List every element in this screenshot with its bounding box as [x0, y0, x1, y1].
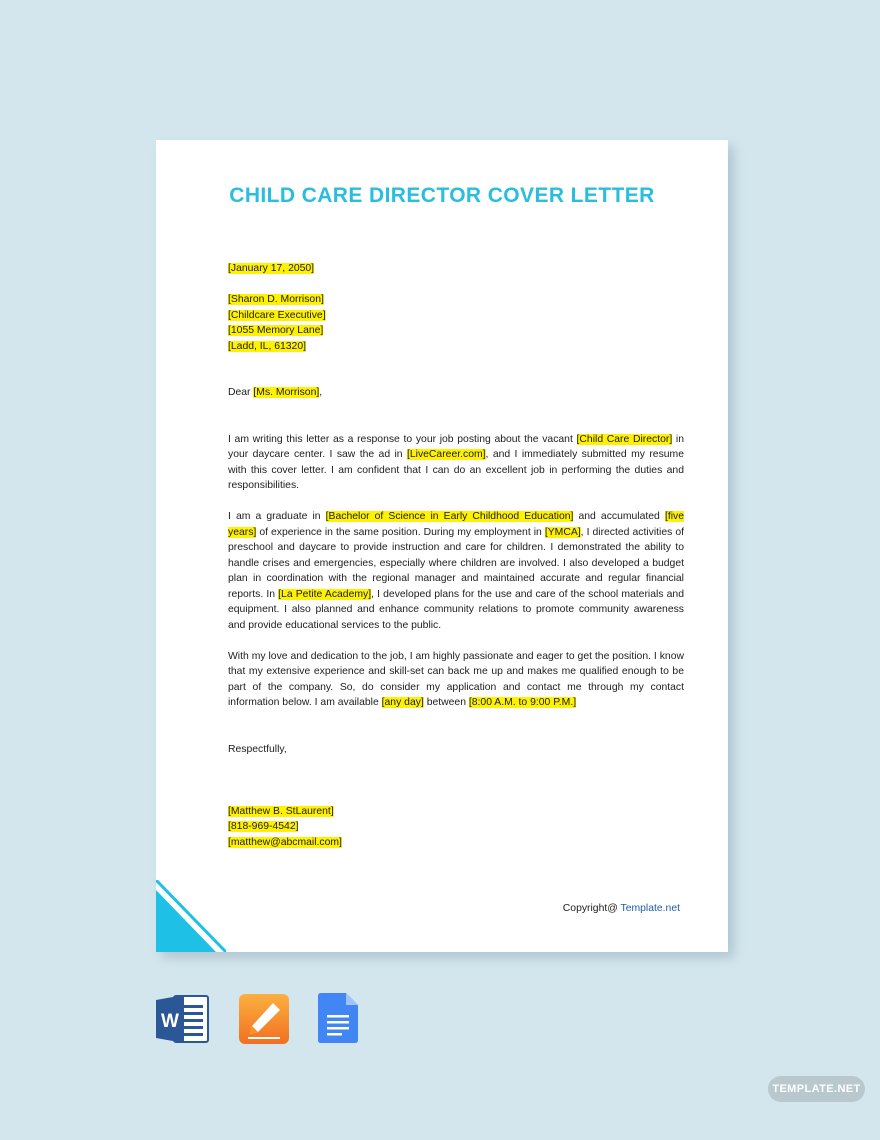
paragraph-text: in your daycare center. I saw the ad in	[228, 433, 684, 460]
recipient-title: [Childcare Executive]	[228, 309, 326, 321]
corner-accent-decoration	[156, 880, 226, 952]
paragraph-text: and accumulated	[573, 511, 665, 522]
paragraph-text: , and I immediately submitted my resume with this cover letter. I am confident that I can do an excellent job in performing the duties and responsibilities.	[228, 449, 684, 491]
paragraph-text: I am a graduate in	[228, 511, 326, 522]
spacer	[228, 494, 684, 510]
sender-name-line	[228, 804, 684, 820]
recipient-name: [Sharon D. Morrison]	[228, 294, 324, 305]
corner-accent-triangle	[156, 890, 216, 952]
date-placeholder: [January 17, 2050]	[228, 263, 315, 274]
recipient-city: [Ladd, IL, 61320]	[228, 340, 306, 352]
spacer	[228, 788, 684, 804]
recipient-street: [1055 Memory Lane]	[228, 325, 324, 336]
school-placeholder: [La Petite Academy]	[278, 588, 372, 600]
ad-source-placeholder: [LiveCareer.com]	[406, 449, 486, 460]
spacer	[228, 401, 684, 432]
spacer	[228, 354, 684, 385]
recipient-title-line	[228, 308, 684, 324]
word-letter: W	[161, 1011, 179, 1032]
paragraph-text: , I developed plans for the use and care of the school materials and equipment. I also planned and enhance community relations to promote community awareness and provide educational services to the public.	[228, 588, 684, 631]
copyright-notice	[563, 903, 680, 914]
salutation-prefix: Dear	[228, 387, 254, 398]
sender-email-line	[228, 835, 684, 851]
closing: Respectfully,	[228, 743, 287, 755]
document-title: CHILD CARE DIRECTOR COVER LETTER	[229, 184, 655, 207]
google-docs-icon[interactable]	[318, 993, 358, 1048]
employer-placeholder: [YMCA]	[544, 526, 581, 538]
copyright-brand: Template.net	[620, 903, 680, 914]
hours-placeholder: [8:00 A.M. to 9:00 P.M.]	[468, 697, 577, 708]
paragraph-text: With my love and dedication to the job, I am highly passionate and eager to get the position. I know that my extensive experience and skill-set can back me up and makes me qualified enough to be part of the company. So, do consider my application and contact me through my contact information below. I am available	[228, 650, 684, 708]
salutation-suffix: ,	[319, 387, 323, 398]
paragraph-3	[228, 649, 684, 711]
pages-icon[interactable]	[239, 994, 289, 1049]
recipient-name-line	[228, 292, 684, 308]
spacer	[228, 711, 684, 742]
sender-phone: [818-969-4542]	[228, 821, 299, 832]
copyright-prefix: Copyright@	[562, 903, 621, 914]
recipient-city-line	[228, 339, 684, 355]
recipient-street-line	[228, 323, 684, 339]
cover-letter-page	[156, 140, 728, 952]
degree-placeholder: [Bachelor of Science in Early Childhood Education]	[325, 511, 574, 522]
paragraph-2	[228, 509, 684, 633]
word-icon[interactable]	[156, 994, 210, 1049]
template-net-watermark: TEMPLATE.NET	[768, 1076, 865, 1102]
salutation	[228, 385, 684, 401]
paragraph-text: I am writing this letter as a response to your job posting about the vacant	[228, 433, 577, 445]
letter-body	[228, 261, 684, 850]
spacer	[228, 277, 684, 293]
date-line	[228, 261, 684, 277]
paragraph-text: between	[423, 697, 469, 708]
experience-placeholder: [five years]	[228, 511, 684, 538]
position-placeholder: [Child Care Director]	[576, 433, 673, 445]
spacer	[228, 633, 684, 649]
paragraph-1	[228, 432, 684, 494]
spacer	[228, 757, 684, 788]
sender-email: [matthew@abcmail.com]	[228, 836, 342, 848]
paragraph-text: of experience in the same position. During my employment in	[256, 526, 545, 538]
sender-name: [Matthew B. StLaurent]	[228, 805, 334, 817]
availability-placeholder: [any day]	[381, 697, 424, 708]
sender-phone-line	[228, 819, 684, 835]
paragraph-text: , I directed activities of preschool and daycare to provide instruction and care for children. I demonstrated the ability to handle crises and emergencies, especially where children are involved. I also developed a budget plan in coordination with the regional manager and maintained accurate and regular financial reports. In	[228, 526, 685, 600]
salutation-name: [Ms. Morrison]	[253, 387, 320, 398]
